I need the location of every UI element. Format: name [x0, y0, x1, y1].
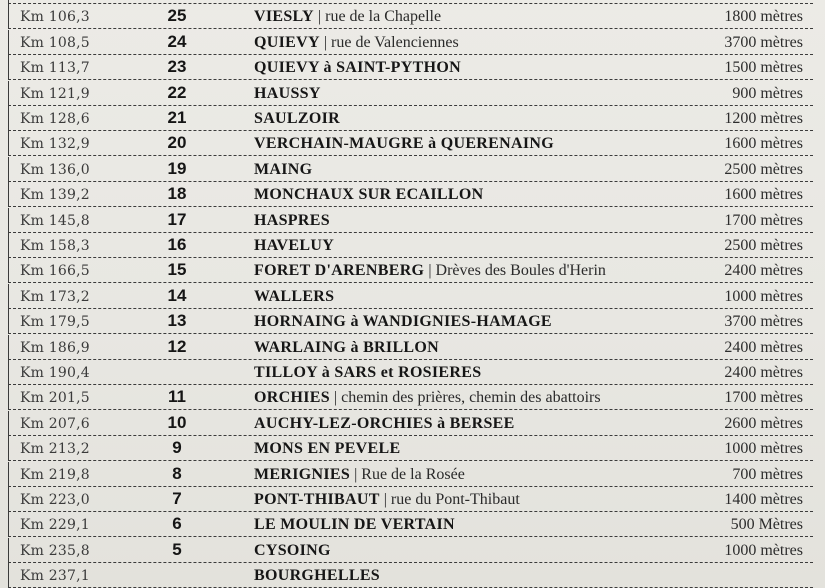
- sector-length: 1400 mètres: [724, 491, 803, 508]
- table-row: [8, 258, 813, 283]
- km-marker: Km 213,2: [20, 441, 90, 458]
- sector-location: [254, 542, 331, 560]
- sector-location: [254, 0, 489, 1]
- km-marker: Km 207,6: [20, 415, 90, 432]
- sector-number: 8: [172, 463, 182, 483]
- km-marker: Km 132,9: [20, 136, 90, 153]
- sector-number: 7: [172, 489, 182, 508]
- km-marker: Km 106,3: [20, 9, 90, 26]
- sector-location: [254, 59, 461, 77]
- km-marker: Km 186,9: [20, 339, 90, 356]
- sector-number: 6: [172, 514, 182, 534]
- sector-name: BOURGHELLES: [254, 567, 381, 585]
- table-row: [8, 182, 813, 207]
- sector-number: 23: [167, 57, 187, 77]
- sector-length: 900 mètres: [732, 84, 803, 102]
- sector-number: 19: [167, 158, 187, 178]
- table-row: [8, 436, 813, 461]
- km-marker: Km 235,8: [20, 542, 90, 559]
- sector-location: [254, 466, 465, 484]
- table-row: [8, 284, 813, 309]
- table-row: [8, 411, 813, 436]
- sector-name: PONT-THIBAUT: [254, 491, 380, 508]
- km-marker: Km 121,9: [20, 85, 90, 102]
- table-row: [8, 462, 813, 487]
- sector-number: 12: [167, 336, 187, 356]
- table-row: [8, 487, 813, 512]
- km-marker: Km 113,7: [20, 60, 90, 77]
- sector-number: 5: [172, 539, 182, 559]
- sector-name: VERCHAIN-MAUGRE à QUERENAING: [254, 135, 554, 153]
- sector-street: | chemin des prières, chemin des abattoirs: [330, 389, 601, 406]
- sector-location: [254, 313, 552, 331]
- sector-name: FORET D'ARENBERG: [254, 262, 425, 280]
- sector-location: [254, 288, 334, 306]
- sector-name: MERIGNIES: [254, 465, 351, 483]
- table-row: [8, 309, 813, 334]
- sector-name: MAING: [254, 160, 313, 178]
- sector-number: 25: [167, 6, 187, 26]
- sector-name: HORNAING à WANDIGNIES-HAMAGE: [254, 313, 552, 331]
- sector-street: | Rue de la Rosée: [350, 466, 465, 483]
- sector-length: 3700 mètres: [724, 33, 803, 51]
- km-marker: Km 166,5: [20, 263, 90, 280]
- sector-number: 22: [167, 82, 187, 102]
- sector-number: 10: [167, 412, 187, 432]
- table-row: [8, 131, 813, 156]
- sector-length: 2500 mètres: [724, 160, 803, 178]
- table-row: [8, 538, 813, 563]
- sector-number: 20: [167, 133, 187, 153]
- km-marker: Km 229,1: [20, 517, 90, 534]
- sector-length: 2400 mètres: [724, 364, 803, 381]
- sector-number: 14: [167, 285, 187, 305]
- km-marker: Km 223,0: [20, 492, 90, 508]
- sector-name: QUIEVY à SAINT-PYTHON: [254, 59, 461, 77]
- sector-location: [254, 186, 483, 204]
- sector-location: [254, 491, 520, 509]
- sector-name: HAUSSY: [254, 84, 321, 102]
- sector-location: [254, 212, 330, 230]
- sector-number: 15: [167, 260, 187, 280]
- km-marker: Km 136,0: [20, 161, 90, 178]
- table-row: [8, 4, 813, 29]
- sector-location: [254, 135, 554, 153]
- sector-length: 2400 mètres: [724, 262, 803, 280]
- sector-number: 11: [168, 387, 186, 407]
- sector-street: | rue de la Chapelle: [314, 8, 441, 25]
- km-marker: Km 201,5: [20, 390, 90, 407]
- table-row: [8, 106, 813, 131]
- km-marker: Km 128,6: [20, 111, 90, 127]
- table-row: [8, 55, 813, 80]
- table-row: [8, 385, 813, 410]
- km-marker: Km 108,5: [20, 34, 90, 51]
- sector-name: QUIEVY: [254, 33, 320, 51]
- sector-name: CYSOING: [254, 541, 331, 559]
- km-marker: Km 139,2: [20, 187, 90, 204]
- sector-number: 18: [167, 184, 187, 204]
- table-row: [8, 360, 813, 385]
- km-marker: Km 237,1: [20, 568, 90, 585]
- sector-name: AUCHY-LEZ-ORCHIES à BERSEE: [254, 414, 515, 432]
- sector-number: 21: [167, 108, 187, 127]
- sector-location: [254, 237, 334, 255]
- sector-number: 24: [167, 31, 187, 51]
- table-row: [8, 208, 813, 233]
- table-row: [8, 335, 813, 360]
- sector-location: [254, 415, 515, 433]
- sector-street: | rue de Valenciennes: [320, 34, 459, 51]
- sector-number: 17: [167, 209, 187, 229]
- km-marker: Km 190,4: [20, 365, 90, 381]
- sector-location: [254, 8, 441, 26]
- sector-name: WARLAING à BRILLON: [254, 338, 439, 356]
- sector-length: 1700 mètres: [724, 211, 803, 229]
- sector-location: [254, 339, 439, 357]
- sector-length: 2600 mètres: [724, 414, 803, 432]
- sector-location: [254, 440, 400, 458]
- km-marker: Km 179,5: [20, 314, 90, 331]
- sector-number: [160, 0, 194, 1]
- sector-location: [254, 262, 606, 280]
- km-marker: Km 219,8: [20, 466, 90, 483]
- sector-name: HAVELUY: [254, 237, 335, 254]
- sector-location: [254, 110, 340, 128]
- sector-length: 2500 mètres: [724, 237, 803, 254]
- sector-location: [254, 34, 459, 52]
- table-row: [8, 512, 813, 537]
- sector-length: 1700 mètres: [724, 389, 803, 407]
- sector-name: ORCHIES: [254, 389, 330, 407]
- sector-location: [254, 389, 601, 407]
- sector-name: SAULZOIR: [254, 110, 340, 127]
- sector-length: 700 mètres: [732, 465, 803, 483]
- sector-street: | Drèves des Boules d'Herin: [424, 262, 606, 279]
- table-row: [8, 157, 813, 182]
- sector-number: 13: [167, 311, 187, 331]
- sector-name: MONCHAUX SUR ECAILLON: [254, 186, 484, 204]
- sector-length: 1000 mètres: [724, 440, 803, 458]
- sector-name: LE MOULIN DE VERTAIN: [254, 516, 455, 534]
- sector-length: 1600 mètres: [724, 186, 803, 204]
- sector-length: 1000 mètres: [724, 541, 803, 559]
- km-marker: Km 158,3: [20, 238, 90, 254]
- table-row: [8, 233, 813, 258]
- sector-length: 1800 mètres: [724, 8, 803, 26]
- sector-name: VIESLY: [254, 8, 314, 26]
- sector-length: 1500 mètres: [724, 59, 803, 77]
- km-marker: Km 145,8: [20, 212, 90, 229]
- sector-name: WALLERS: [254, 287, 335, 305]
- table-row: [8, 0, 813, 4]
- sector-street: | rue du Pont-Thibaut: [380, 491, 520, 508]
- sector-length: [724, 0, 803, 1]
- sector-length: 500 Mètres: [730, 516, 803, 534]
- sector-location: [254, 516, 455, 534]
- sector-location: [254, 85, 321, 103]
- km-marker: Km 173,2: [20, 288, 90, 305]
- sector-name: TILLOY à SARS et ROSIERES: [254, 364, 482, 381]
- table-row: [8, 30, 813, 55]
- sector-number: 9: [172, 438, 182, 458]
- table-row: [8, 81, 813, 106]
- sector-length: 1200 mètres: [724, 110, 803, 127]
- sector-length: 2400 mètres: [724, 338, 803, 356]
- sector-name: HASPRES: [254, 211, 330, 229]
- sector-number: 16: [167, 235, 187, 254]
- sector-length: 1600 mètres: [724, 135, 803, 153]
- sector-name: MONS EN PEVELE: [254, 440, 401, 458]
- sector-location: [254, 161, 312, 179]
- sector-location: [254, 567, 380, 585]
- table-row: [8, 563, 813, 588]
- sector-length: 3700 mètres: [724, 313, 803, 331]
- sector-location: [254, 364, 481, 382]
- sector-length: 1000 mètres: [724, 287, 803, 305]
